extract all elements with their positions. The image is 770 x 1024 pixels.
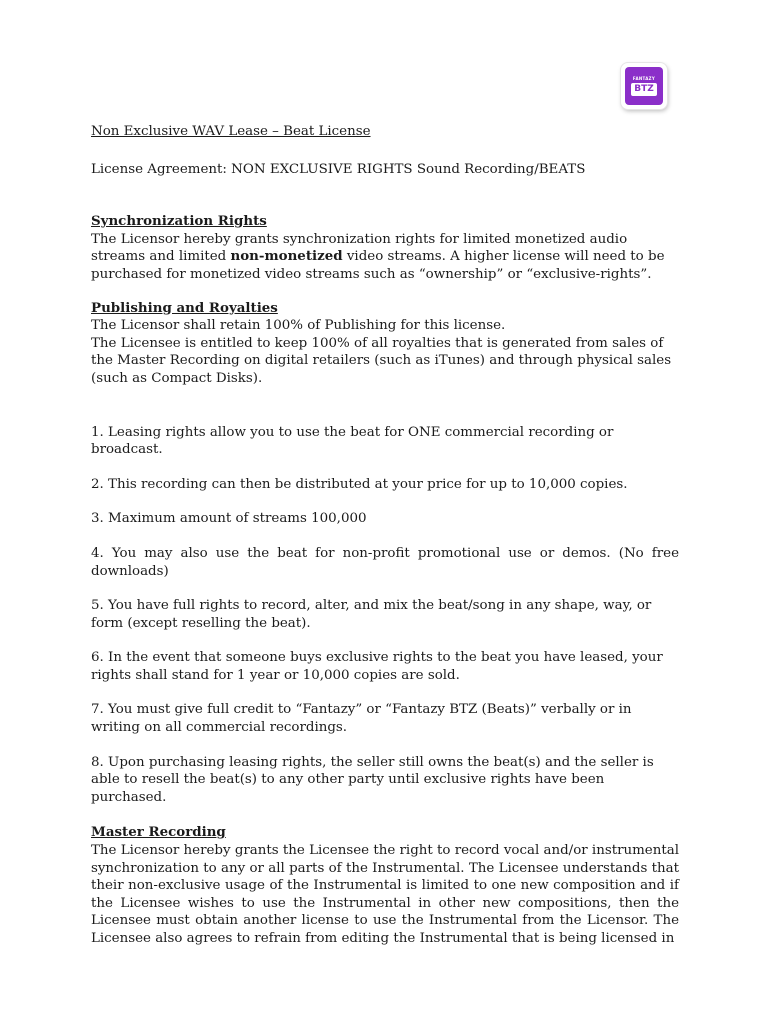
term-item-5: 5. You have full rights to record, alter, and mix the beat/song in any shape, way, or form (except reselling the beat). — [91, 598, 652, 631]
sync-rights-text — [91, 231, 679, 284]
publishing-heading: Publishing and Royalties — [91, 299, 278, 316]
term-item-7: 7. You must give full credit to “Fantazy” or “Fantazy BTZ (Beats)” verbally or in writing on all commercial recordings. — [91, 702, 632, 736]
document-title: Non Exclusive WAV Lease – Beat License — [91, 124, 371, 139]
term-item-6: 6. In the event that someone buys exclusive rights to the beat you have leased, your rights shall stand for 1 year or 10,000 copies are sold. — [91, 650, 663, 683]
sync-text-after: video streams. A higher license will need to be purchased for monetized video streams such as “ownership” or “exclusive-rights”. — [91, 249, 665, 282]
term-item-4: 4. You may also use the beat for non-profit promotional use or demos. (No free downloads) — [91, 545, 679, 579]
logo-main-text: BTZ — [631, 83, 657, 96]
terms-list — [91, 424, 679, 807]
agreement-line: License Agreement: NON EXCLUSIVE RIGHTS Sound Recording/BEATS — [91, 161, 586, 177]
term-item-8: 8. Upon purchasing leasing rights, the seller still owns the beat(s) and the seller is able to resell the beat(s) to any other party until exclusive rights have been purchased. — [91, 754, 654, 805]
publishing-line-1: The Licensor shall retain 100% of Publishing for this license. — [91, 318, 506, 334]
master-recording-heading: Master Recording — [91, 824, 226, 841]
logo-badge — [625, 67, 663, 105]
master-recording-text: The Licensor hereby grants the Licensee the right to record vocal and/or instrumental synchronization to any or all parts of the Instrumental. The Licensee understands that their non-exclusive usage of the Instrumental is limited to one new composition and if the Licensee wishes to use the Instrumental in other new compositions, then the Licensee must obtain another license to use the Instrumental from the Licensor. The Licensee also agrees to refrain from editing the Instrumental that is being licensed in — [91, 843, 679, 946]
sync-text-before: The Licensor hereby grants synchronization rights for limited monetized audio streams and limited — [91, 231, 628, 265]
term-item-1: 1. Leasing rights allow you to use the beat for ONE commercial recording or broadcast. — [91, 424, 614, 458]
fantazy-btz-logo — [621, 63, 667, 109]
sync-text-bold: non-monetized — [230, 248, 343, 265]
sync-rights-heading: Synchronization Rights — [91, 213, 267, 230]
logo-top-text: FANTAZY — [632, 76, 656, 81]
publishing-line-2: The Licensee is entitled to keep 100% of all royalties that is generated from sales of the Master Recording on digital retailers (such as iTunes) and through physical sales (such as Compact Disks). — [91, 335, 672, 386]
term-item-3: 3. Maximum amount of streams 100,000 — [91, 511, 367, 527]
term-item-2: 2. This recording can then be distributed at your price for up to 10,000 copies. — [91, 476, 628, 492]
document-body — [91, 123, 679, 948]
